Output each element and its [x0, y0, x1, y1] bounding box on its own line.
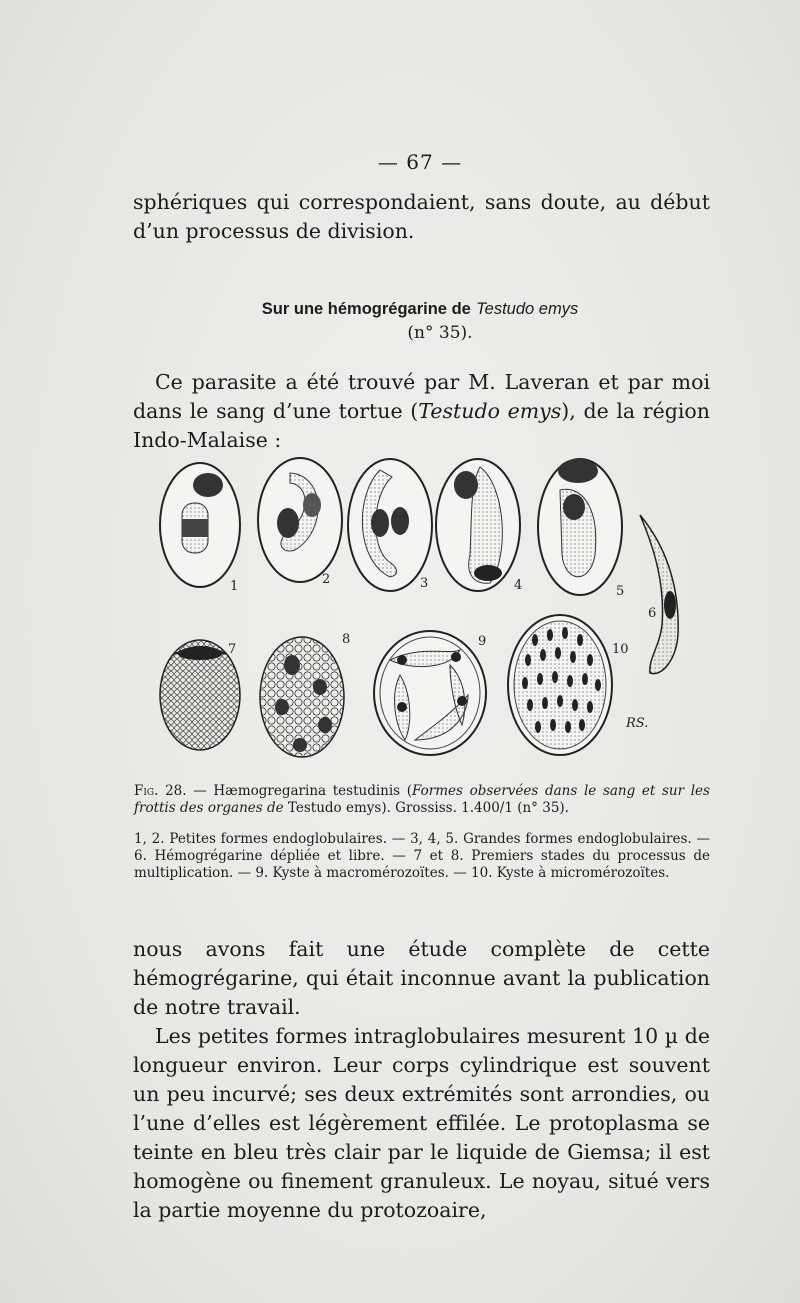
figure-legend: 1, 2. Petites formes endoglobulaires. — 3, 4, 5. Grandes formes endoglobulaires. — 6. Hémogrégarine dépliée et libre. — 7 et 8. Premiers stades du processus de multiplication. — 9. Kyste à macromérozoïtes. — 10. Kyste à micromérozoïtes.: [134, 831, 710, 881]
cell-2: [258, 458, 342, 582]
caption-figure-number: Fig. 28. —: [134, 783, 207, 799]
figure-label-9: 9: [478, 634, 487, 649]
figure-label-6: 6: [648, 606, 657, 621]
figure-label-10: 10: [612, 642, 629, 657]
cell-1: [160, 463, 240, 587]
cell-4: [436, 459, 523, 593]
section-title-species: Testudo emys: [476, 300, 579, 318]
paragraph-top: [133, 188, 710, 246]
paragraph-bottom-1: nous avons fait une étude complète de cette hémogrégarine, qui était inconnue avant la publication de notre travail.: [133, 937, 710, 1019]
intro-after: ), de la région Indo-Malaise :: [133, 399, 710, 452]
paragraph-bottom: [133, 935, 710, 1225]
section-title-prefix: Sur une hémogrégarine de: [261, 300, 471, 318]
cell-6: [640, 515, 678, 674]
figure-caption: [134, 783, 710, 817]
caption-host: Testudo emys). Grossiss. 1.400/1 (n° 35).: [287, 800, 569, 816]
cell-8: [260, 637, 344, 757]
intro-species: Testudo emys: [418, 399, 562, 423]
figure-28-illustration: [150, 455, 710, 765]
paragraph-intro-text: [133, 368, 710, 455]
figure-label-8: 8: [342, 632, 351, 647]
paragraph-top-text: sphériques qui correspondaient, sans doute, au début d’un processus de division.: [133, 190, 710, 243]
page-number: — 67 —: [377, 150, 463, 174]
artist-signature: RS.: [626, 716, 649, 731]
cell-5: [538, 459, 622, 595]
figure-label-4: 4: [514, 578, 523, 593]
cell-10: [508, 615, 612, 755]
cell-9: [374, 631, 486, 755]
caption-italic: Formes observées dans le sang et sur les frottis des organes de: [134, 783, 710, 816]
figure-label-3: 3: [420, 576, 429, 591]
caption-genus: Hæmogregarina testudinis (: [213, 783, 413, 799]
figure-label-2: 2: [322, 572, 331, 587]
paragraph-intro: [133, 368, 710, 455]
figure-label-1: 1: [230, 579, 239, 594]
section-title-number: (n° 35).: [407, 323, 473, 343]
figure-label-7: 7: [228, 642, 237, 657]
intro-before: Ce parasite a été trouvé par M. Laveran et par moi dans le sang d’une tortue (: [133, 370, 710, 423]
cell-3: [348, 459, 432, 591]
paragraph-bottom-2: Les petites formes intraglobulaires mesurent 10 µ de longueur environ. Leur corps cylindrique est souvent un peu incurvé; ses deux extrémités sont arrondies, ou l’une d’elles est légèrement effilée. Le protoplasma se teinte en bleu très clair par le liquide de Giemsa; il est homogène ou finement granuleux. Le noyau, situé vers la partie moyenne du protozoaire,: [133, 1024, 710, 1222]
figure-label-5: 5: [616, 584, 625, 599]
section-title: [0, 297, 800, 345]
